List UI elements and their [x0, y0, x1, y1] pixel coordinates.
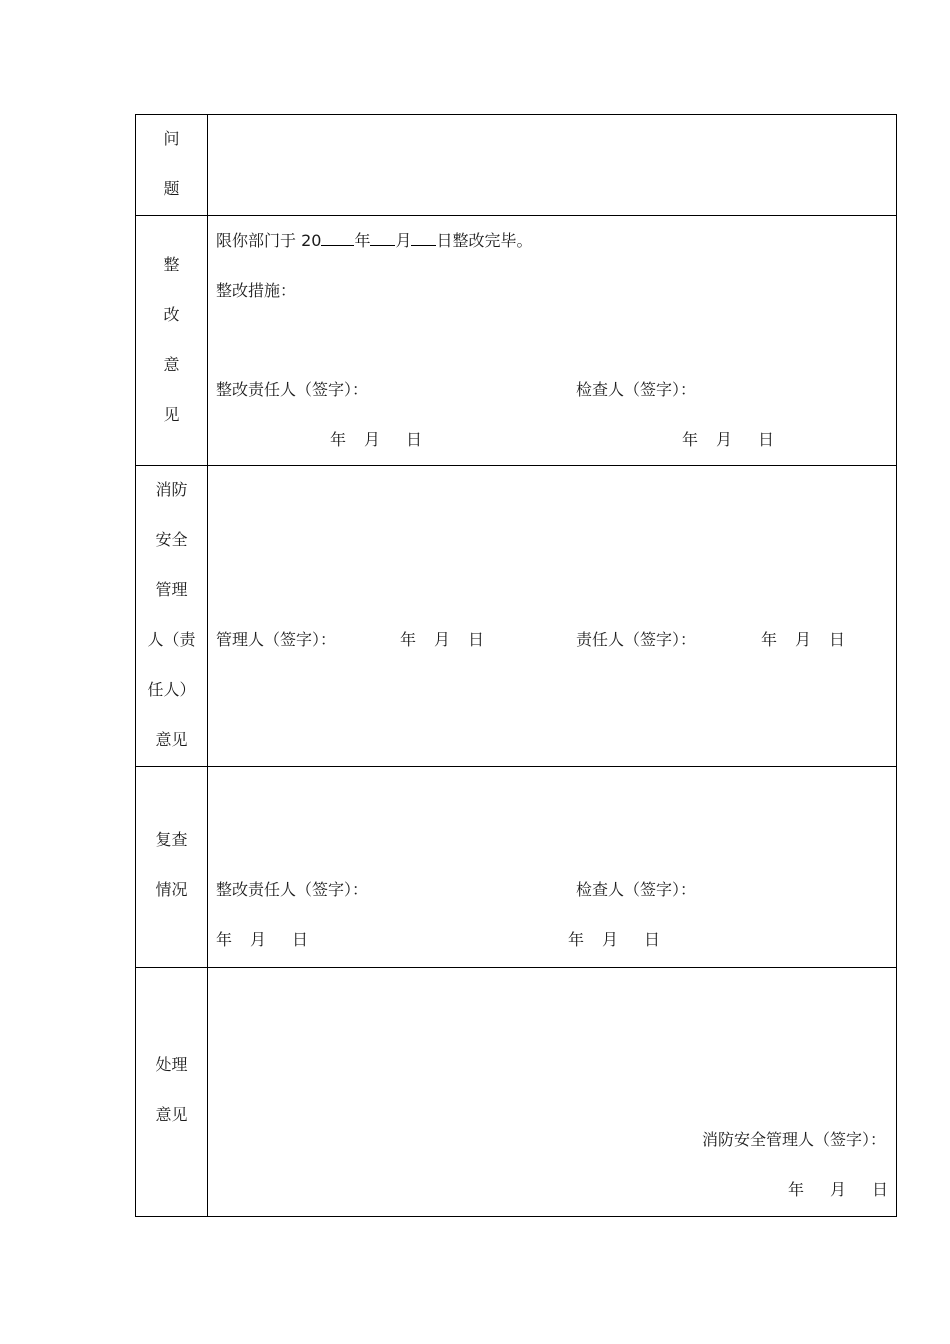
manager-opinion-content-cell: [208, 466, 896, 767]
manager-opinion-label-line: 消防: [155, 480, 188, 499]
recheck-label-line: 情况: [155, 880, 188, 899]
date-day-label: 日: [872, 1180, 889, 1199]
fire-safety-rectification-form: [135, 114, 897, 1217]
date-month-label: 月: [434, 630, 451, 649]
handling-label-cell: [136, 968, 208, 1216]
manager-opinion-label-line: 管理: [155, 580, 188, 599]
date-day-label: 日: [829, 630, 846, 649]
responsible-signature-label: 整改责任人（签字）：: [216, 880, 369, 899]
date-day-label: 日: [292, 930, 309, 949]
date-year-label: 年: [568, 930, 585, 949]
date-day-label: 日: [758, 430, 775, 449]
handling-label-line: 意见: [155, 1105, 188, 1124]
problem-label-line: 问: [163, 129, 180, 148]
date-year-label: 年: [216, 930, 233, 949]
handling-content-cell: [208, 968, 896, 1216]
date-month-label: 月: [795, 630, 812, 649]
manager-opinion-label-line: 意见: [155, 730, 188, 749]
responsible-signature-label: 责任人（签字）：: [576, 630, 697, 649]
deadline-line: [216, 231, 533, 251]
deadline-month-blank[interactable]: [370, 231, 395, 246]
manager-opinion-label-line: 安全: [155, 530, 188, 549]
deadline-day-blank[interactable]: [411, 231, 436, 246]
date-day-label: 日: [406, 430, 423, 449]
date-year-label: 年: [761, 630, 778, 649]
rectification-label-line: 意: [163, 355, 180, 374]
date-day-label: 日: [644, 930, 661, 949]
date-month-label: 月: [830, 1180, 847, 1199]
recheck-content-cell: [208, 767, 896, 968]
responsible-signature-label: 整改责任人（签字）：: [216, 380, 369, 399]
measures-label: 整改措施：: [216, 281, 297, 300]
deadline-year-blank[interactable]: [321, 231, 354, 246]
fire-safety-manager-signature-label: 消防安全管理人（签字）：: [701, 1130, 886, 1149]
deadline-suffix: 日整改完毕。: [436, 231, 533, 250]
deadline-month-label: 月: [395, 231, 412, 250]
rectification-label-line: 整: [163, 255, 180, 274]
manager-opinion-label-line: 人（责: [147, 630, 196, 649]
rectification-row: [136, 215, 896, 466]
date-year-label: 年: [400, 630, 417, 649]
date-month-label: 月: [716, 430, 733, 449]
rectification-label-cell: [136, 216, 208, 466]
recheck-label-line: 复查: [155, 830, 188, 849]
date-month-label: 月: [250, 930, 267, 949]
date-year-label: 年: [788, 1180, 805, 1199]
date-day-label: 日: [468, 630, 485, 649]
inspector-signature-label: 检查人（签字）：: [576, 380, 697, 399]
manager-signature-label: 管理人（签字）：: [216, 630, 337, 649]
rectification-content-cell: [208, 216, 896, 466]
recheck-label-cell: [136, 767, 208, 968]
problem-row: [136, 115, 896, 215]
handling-label-line: 处理: [155, 1055, 188, 1074]
date-month-label: 月: [364, 430, 381, 449]
date-year-label: 年: [682, 430, 699, 449]
rectification-label-line: 见: [163, 405, 180, 424]
manager-opinion-row: [136, 465, 896, 767]
manager-opinion-label-line: 任人）: [147, 680, 196, 699]
date-year-label: 年: [330, 430, 347, 449]
date-month-label: 月: [602, 930, 619, 949]
problem-label-line: 题: [163, 179, 180, 198]
problem-content-cell[interactable]: [208, 115, 896, 215]
inspector-signature-label: 检查人（签字）：: [576, 880, 697, 899]
deadline-year-label: 年: [354, 231, 371, 250]
handling-row: [136, 967, 896, 1216]
recheck-row: [136, 766, 896, 968]
deadline-prefix: 限你部门于 20: [216, 231, 322, 250]
problem-label-cell: [136, 115, 208, 215]
manager-opinion-label-cell: [136, 466, 208, 767]
rectification-label-line: 改: [163, 305, 180, 324]
